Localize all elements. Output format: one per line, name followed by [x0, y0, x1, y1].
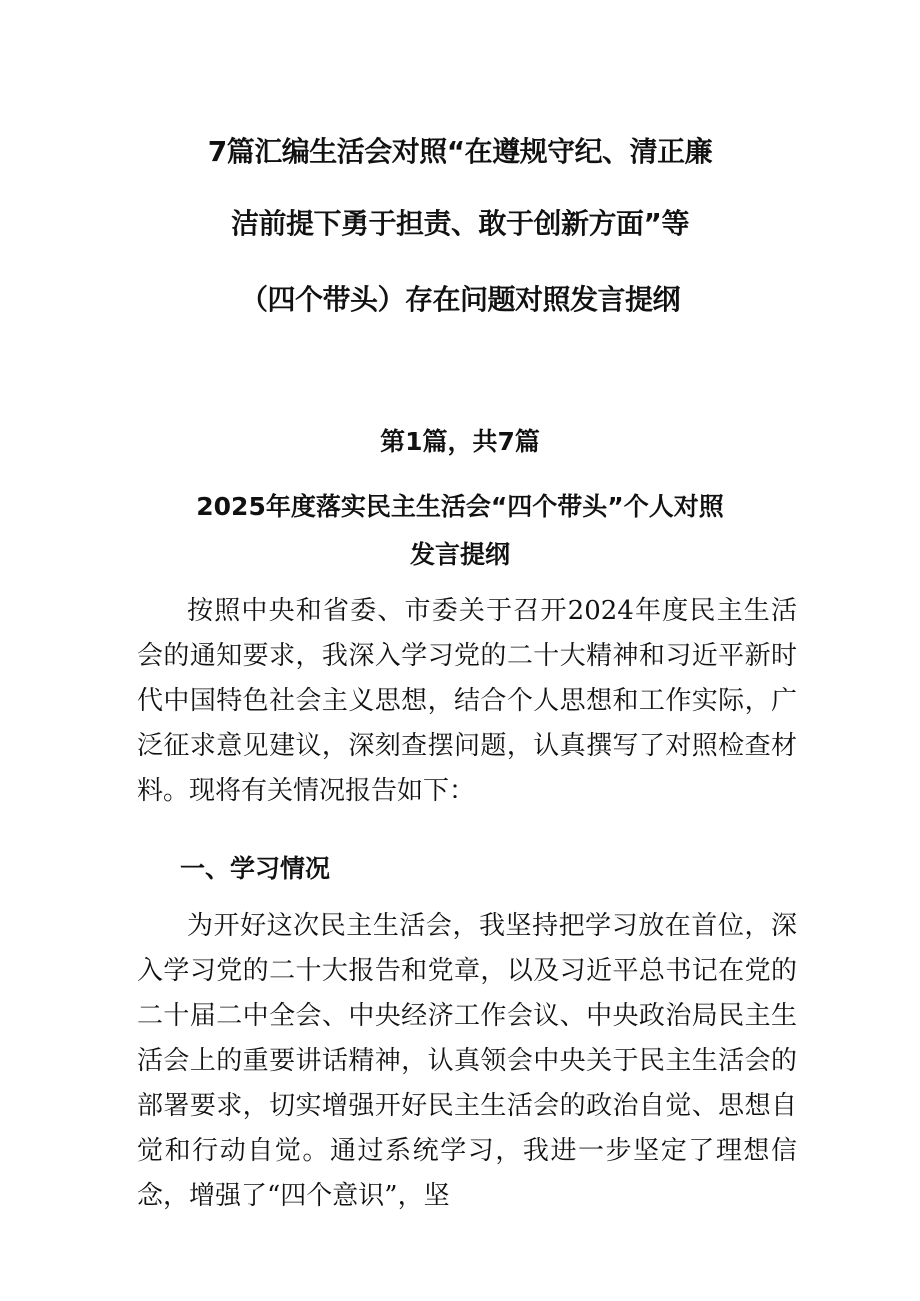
intro-paragraph: 按照中央和省委、市委关于召开2024年度民主生活会的通知要求，我深入学习党的二十大精神和习近平新时代中国特色社会主义思想，结合个人思想和工作实际，广泛征求意见建议，深刻查摆问题，认真撰写了对照检查材料。现将有关情况报告如下： [137, 596, 797, 806]
document-title-line-3: （四个带头）存在问题对照发言提纲 [239, 283, 680, 316]
document-title-line-1: 7篇汇编生活会对照“在遵规守纪、清正廉 [207, 135, 713, 168]
section-paragraph-study: 为开好这次民主生活会，我坚持把学习放在首位，深入学习党的二十大报告和党章，以及习近平总书记在党的二十届二中全会、中央经济工作会议、中央政治局民主生活会上的重要讲话精神，认真领会中央关于民主生活会的部署要求，切实增强开好民主生活会的政治自觉、思想自觉和行动自觉。通过系统学习，我进一步坚定了理想信念，增强了“四个意识”，坚 [137, 911, 797, 1211]
chapter-title-line-1: 2025年度落实民主生活会“四个带头”个人对照 [196, 492, 724, 521]
document-title-line-2: 洁前提下勇于担责、敢于创新方面”等 [231, 207, 689, 240]
chapter-title-line-2: 发言提纲 [409, 540, 510, 569]
chapter-index: 第1篇，共7篇 [380, 427, 540, 456]
section-heading-study: 一、学习情况 [180, 854, 331, 883]
